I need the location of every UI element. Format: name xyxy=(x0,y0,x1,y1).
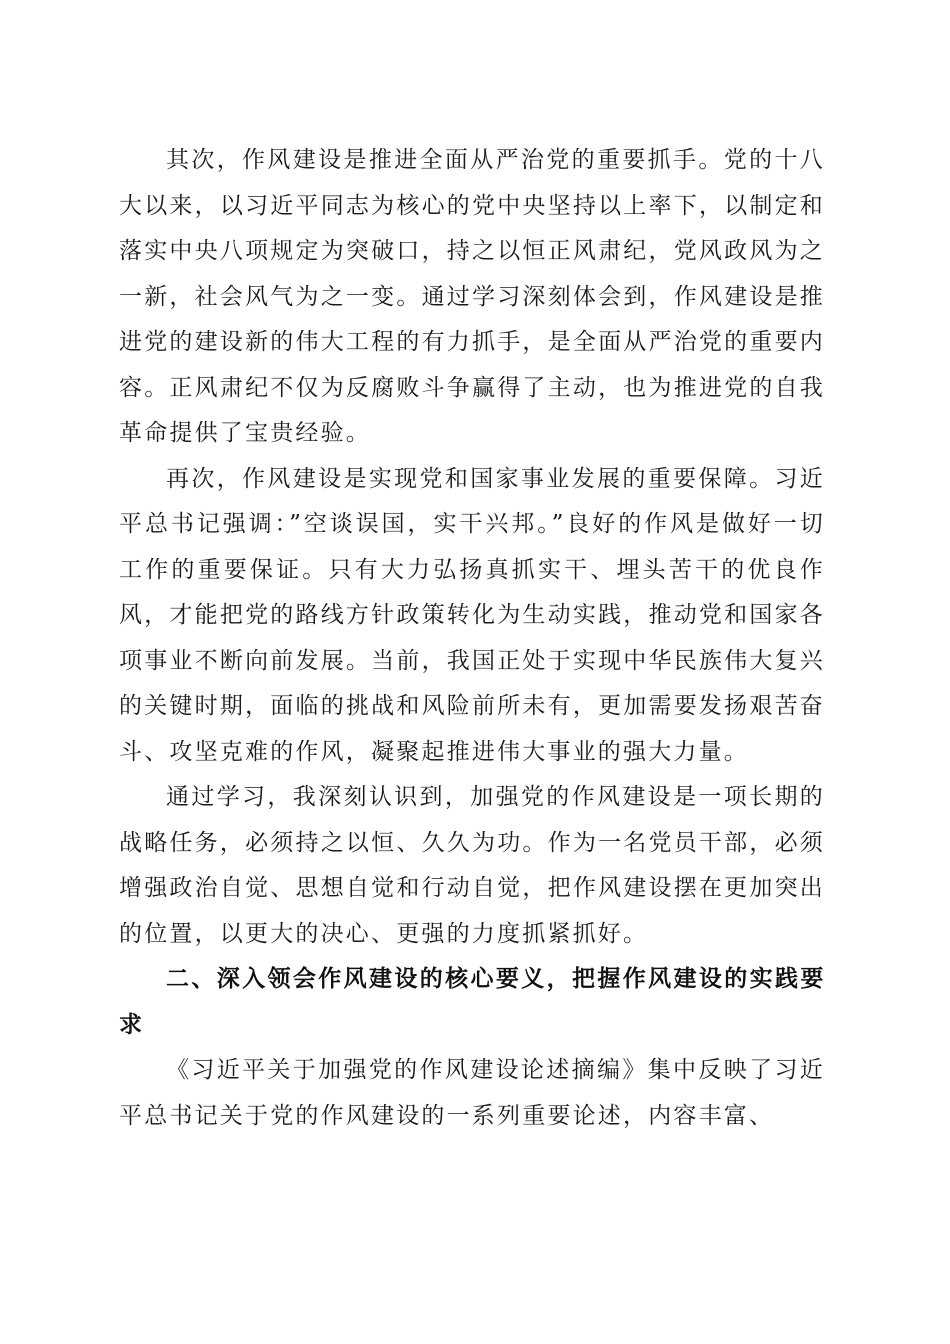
section-heading: 二、深入领会作风建设的核心要义，把握作风建设的实践要求 xyxy=(119,966,825,1038)
paragraph-thirdly: 再次，作风建设是实现党和国家事业发展的重要保障。习近平总书记强调：”空谈误国，实干兴邦。”良好的作风是做好一切工作的重要保证。只有大力弘扬真抓实干、埋头苦干的优良作风，才能把党的路线方针政策转化为生动实践，推动党和国家各项事业不断向前发展。当前，我国正处于实现中华民族伟大复兴的关键时期，面临的挑战和风险前所未有，更加需要发扬艰苦奋斗、攻坚克难的作风，凝聚起推进伟大事业的强大力量。 xyxy=(119,465,825,765)
paragraph-secondly: 其次，作风建设是推进全面从严治党的重要抓手。党的十八大以来，以习近平同志为核心的党中央坚持以上率下，以制定和落实中央八项规定为突破口，持之以恒正风肃纪，党风政风为之一新，社会风气为之一变。通过学习深刻体会到，作风建设是推进党的建设新的伟大工程的有力抓手，是全面从严治党的重要内容。正风肃纪不仅为反腐败斗争赢得了主动，也为推进党的自我革命提供了宝贵经验。 xyxy=(119,147,825,446)
paragraph-excerpt-intro: 《习近平关于加强党的作风建设论述摘编》集中反映了习近平总书记关于党的作风建设的一系列重要论述，内容丰富、 xyxy=(119,1057,825,1129)
document-body xyxy=(119,138,825,1139)
paragraph-conclusion: 通过学习，我深刻认识到，加强党的作风建设是一项长期的战略任务，必须持之以恒、久久为功。作为一名党员干部，必须增强政治自觉、思想自觉和行动自觉，把作风建设摆在更加突出的位置，以更大的决心、更强的力度抓紧抓好。 xyxy=(119,784,825,947)
